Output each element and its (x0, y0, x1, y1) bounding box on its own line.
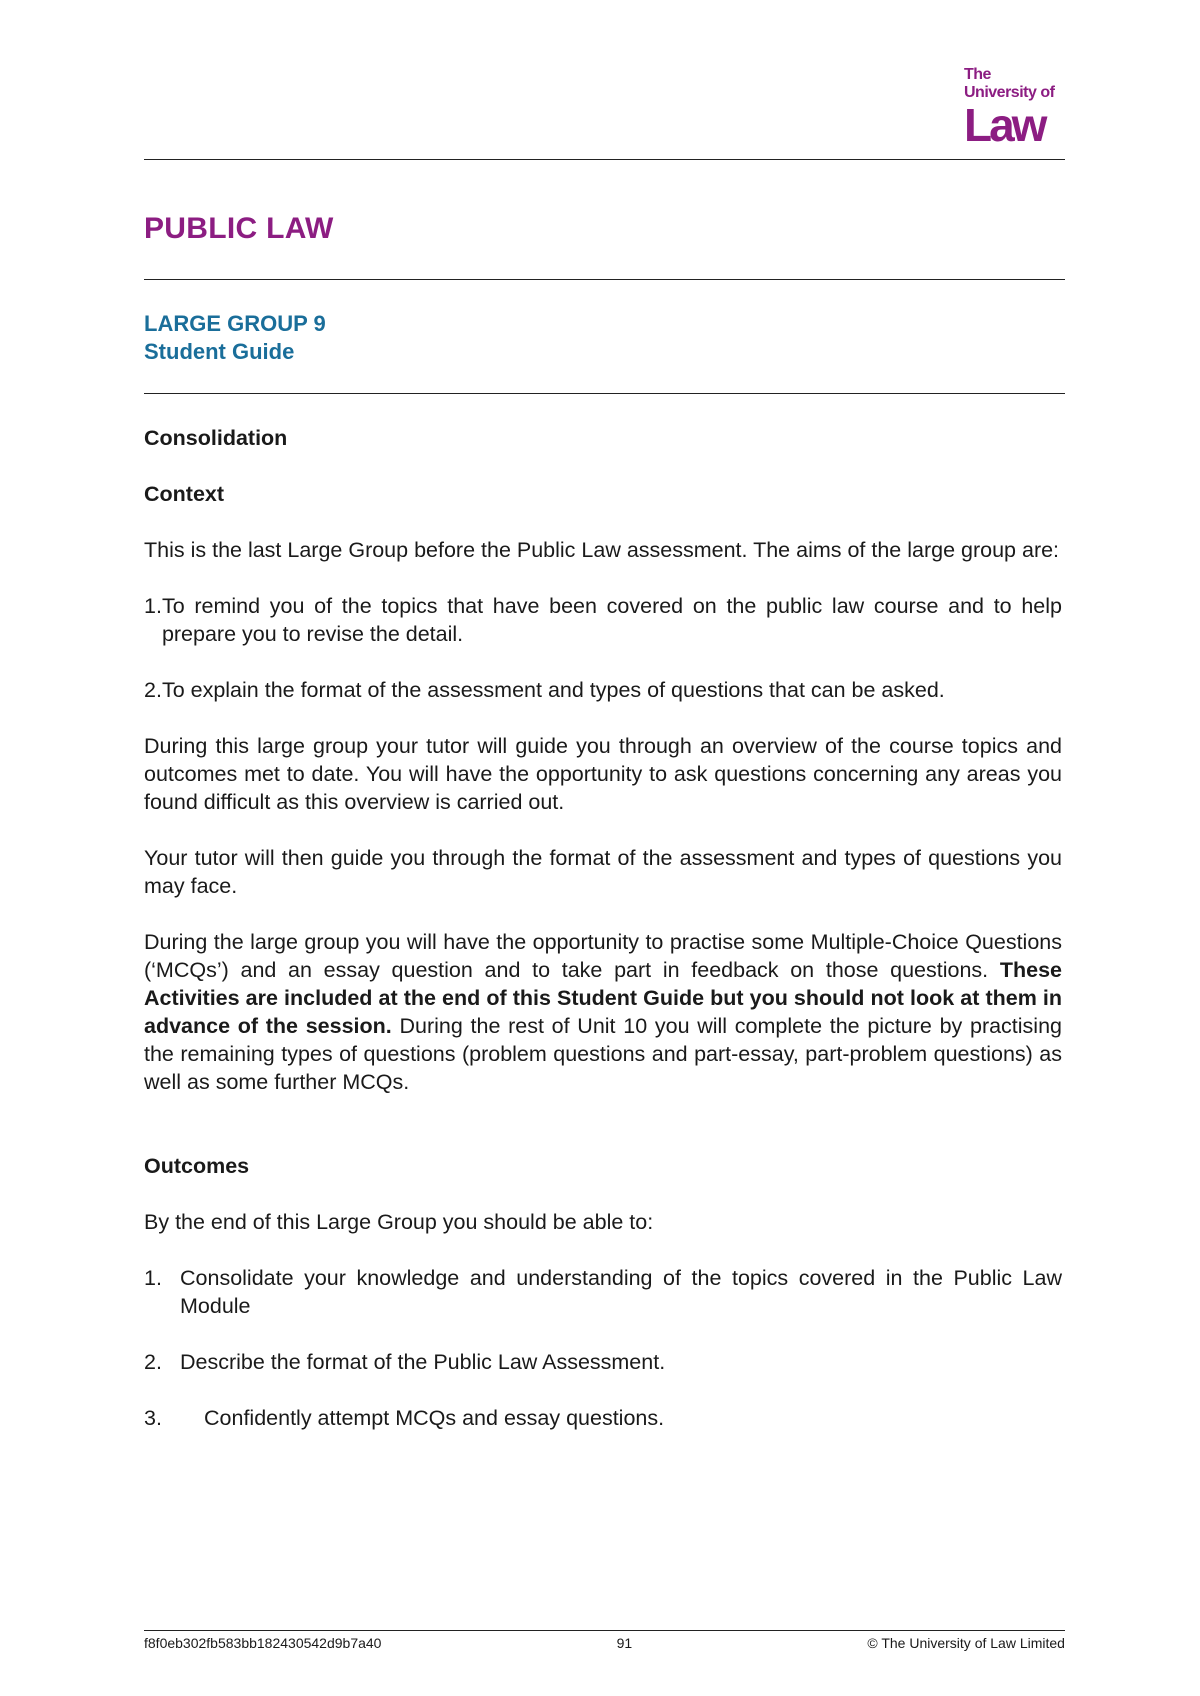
logo-line1: The (964, 66, 991, 83)
list-item (144, 1348, 1062, 1376)
list-text: Confidently attempt MCQs and essay questions. (204, 1406, 665, 1430)
divider (144, 279, 1065, 280)
list-number: 3. (144, 1406, 162, 1430)
divider (144, 159, 1065, 160)
subtitle-line2: Student Guide (144, 339, 295, 364)
list-number: 2. (144, 678, 162, 702)
list-item (144, 592, 1062, 648)
heading-consolidation: Consolidation (144, 426, 288, 450)
list-number: 1. (144, 594, 162, 618)
heading-context: Context (144, 482, 225, 506)
heading-outcomes: Outcomes (144, 1154, 250, 1178)
context-intro: This is the last Large Group before the Public Law assessment. The aims of the large group are: (144, 538, 1060, 562)
subtitle (144, 310, 326, 366)
list-item (144, 1264, 1062, 1320)
list-number: 1. (144, 1266, 162, 1290)
paragraph (144, 928, 1062, 1096)
list-text: Describe the format of the Public Law Assessment. (180, 1350, 666, 1374)
paragraph-bold-text: These Activities are included at the end of this Student Guide but you should not look at them in advance of the session. (144, 958, 1062, 1038)
list-text: To remind you of the topics that have been covered on the public law course and to help prepare you to revise the detail. (161, 594, 1062, 646)
paragraph: During this large group your tutor will guide you through an overview of the course topics and outcomes met to date. You will have the opportunity to ask questions concerning any areas you found difficult as this overview is carried out. (144, 734, 1062, 814)
footer (144, 1635, 1065, 1651)
page-number: 91 (616, 1635, 633, 1651)
logo-line2: University of (964, 84, 1055, 101)
document-body (144, 424, 1062, 1432)
page-title: PUBLIC LAW (144, 212, 334, 245)
logo-line3: Law (964, 99, 1045, 151)
list-item (144, 1404, 1062, 1432)
list-item (144, 676, 1062, 704)
subtitle-line1: LARGE GROUP 9 (144, 311, 326, 336)
document-id: f8f0eb302fb583bb182430542d9b7a40 (144, 1635, 382, 1651)
list-text: Consolidate your knowledge and understanding of the topics covered in the Public Law Module (180, 1266, 1062, 1318)
paragraph: Your tutor will then guide you through the format of the assessment and types of questions you may face. (144, 846, 1062, 898)
paragraph-text: During the large group you will have the opportunity to practise some Multiple-Choice Questions (‘MCQs’) and an essay question and to take part in feedback on those questions. (144, 930, 1062, 982)
list-number: 2. (144, 1350, 162, 1374)
university-logo (964, 66, 1064, 151)
divider (144, 393, 1065, 394)
paragraph-text: During the rest of Unit 10 you will complete the picture by practising the remaining types of questions (problem questions and part-essay, part-problem questions) as well as some further MCQs. (144, 1014, 1062, 1094)
list-text: To explain the format of the assessment and types of questions that can be asked. (161, 678, 945, 702)
outcomes-intro: By the end of this Large Group you should be able to: (144, 1210, 654, 1234)
footer-divider (144, 1630, 1065, 1631)
copyright: © The University of Law Limited (867, 1635, 1065, 1651)
